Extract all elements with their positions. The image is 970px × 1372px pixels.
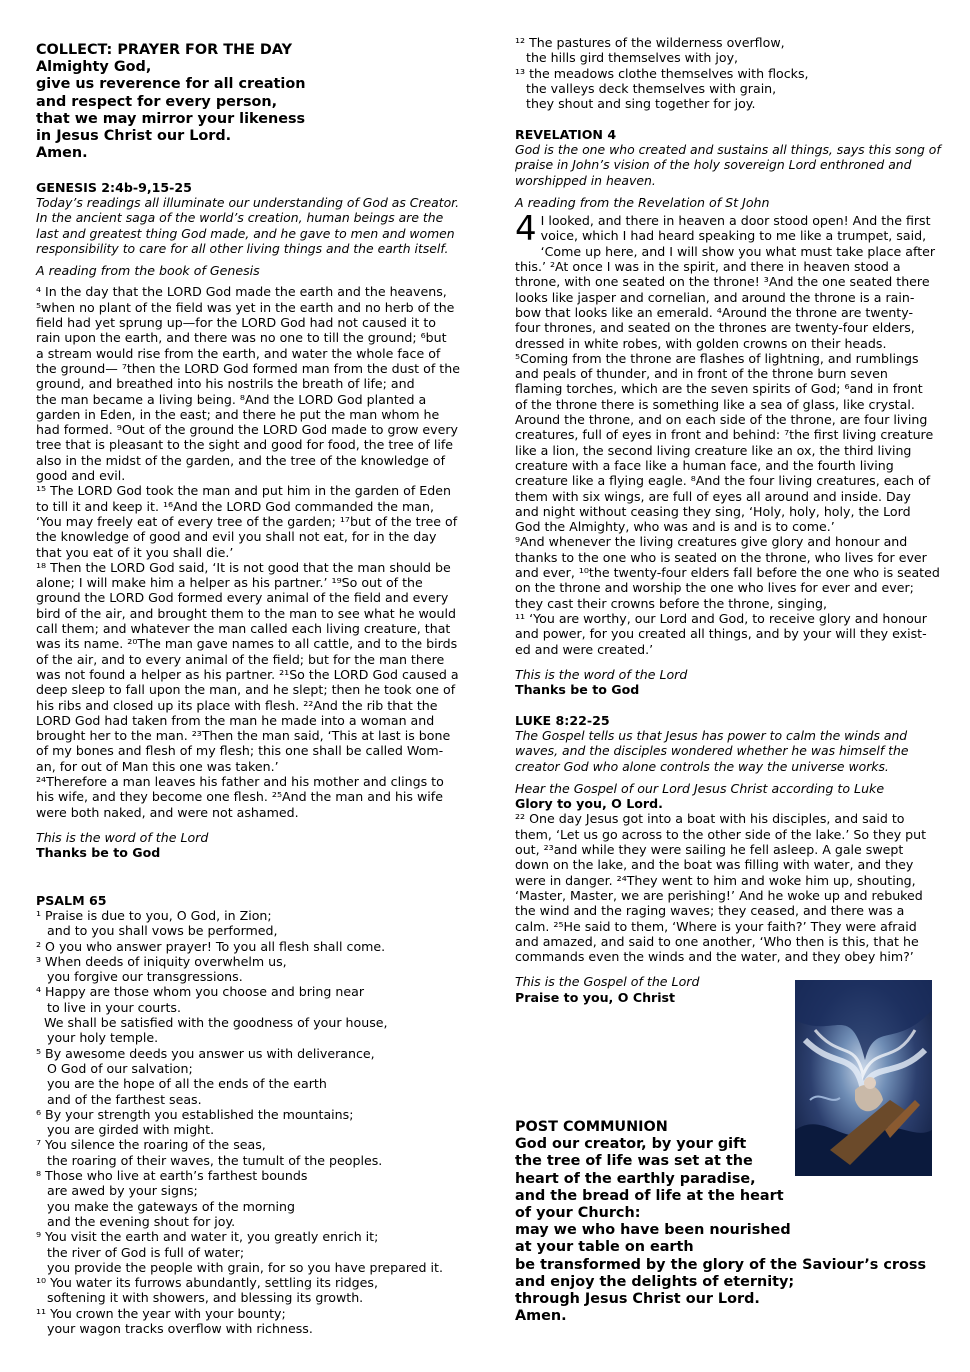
psalm-verse-line: ⁷ You silence the roaring of the seas, — [36, 1137, 266, 1153]
psalm-verse-line: ¹ Praise is due to you, O God, in Zion; — [36, 908, 272, 923]
revelation-line: ‘Come up here, and I will show you what must take place after — [540, 243, 936, 259]
psalm-verse-line: We shall be satisfied with the goodness of your house, — [44, 1015, 388, 1031]
psalm-verse-line: ⁹ You visit the earth and water it, you greatly enrich it; — [36, 1229, 379, 1245]
luke-reading-from: Hear the Gospel of our Lord Jesus Christ according to Luke — [515, 780, 885, 796]
luke-line: were in danger. ²⁴They went to him and woke him up, shouting, — [515, 872, 916, 888]
luke-line: calm. ²⁵He said to them, ‘Where is your faith?’ They were afraid — [515, 918, 917, 934]
psalm-verse-line: your holy temple. — [47, 1030, 159, 1046]
genesis-line: an, for out of Man this one was taken.’ — [36, 758, 279, 774]
collect-line: and respect for every person, — [36, 93, 278, 110]
collect-line: in Jesus Christ our Lord. — [36, 128, 232, 145]
revelation-line: God the Almighty, who was and is and is to come.’ — [515, 519, 835, 535]
revelation-line: dressed in white robes, with golden crowns on their heads. — [515, 335, 887, 351]
storm-boat-painting-icon — [795, 980, 932, 1176]
post-communion-line: through Jesus Christ our Lord. — [515, 1291, 760, 1308]
genesis-line: ‘You may freely eat of every tree of the garden; ¹⁷but of the tree of — [36, 513, 458, 529]
genesis-line: deep sleep to fall upon the man, and he slept; then he took one of — [36, 682, 456, 698]
revelation-text — [515, 209, 941, 657]
genesis-line: his wife, and they become one flesh. ²⁵And the man and his wife — [36, 789, 443, 805]
revelation-intro: God is the one who created and sustains all things, says this song of praise in John’s vision of the holy sovereign Lord enthroned and worshipped in heaven. — [515, 142, 941, 188]
revelation-line: ¹¹ ‘You are worthy, our Lord and God, to receive glory and honour — [515, 610, 927, 626]
genesis-line: also in the midst of the garden, and the tree of the knowledge of — [36, 452, 446, 468]
psalm-verse-line: and of the farthest seas. — [47, 1091, 202, 1107]
psalm-verse-line: and to you shall vows be performed, — [47, 923, 278, 939]
revelation-response: Thanks be to God — [515, 682, 640, 698]
genesis-line: ¹⁵ The LORD God took the man and put him in the garden of Eden — [36, 483, 451, 499]
psalm-verse-line: to live in your courts. — [47, 999, 181, 1015]
revelation-line: I looked, and there in heaven a door stood open! And the first — [540, 213, 931, 229]
psalm-verse-line: the valleys deck themselves with grain, — [526, 80, 777, 96]
post-communion-line: at your table on earth — [515, 1239, 694, 1256]
revelation-line: and peals of thunder, and in front of the throne burn seven — [515, 366, 888, 382]
revelation-line: looks like jasper and cornelian, and around the throne is a rain- — [515, 289, 915, 305]
post-communion-line: of your Church: — [515, 1205, 641, 1222]
psalm-text — [36, 908, 466, 1336]
collect-line: give us reverence for all creation — [36, 76, 306, 93]
psalm-verse-line: you are girded with might. — [47, 1122, 215, 1138]
genesis-line: good and evil. — [36, 468, 126, 484]
psalm-text-continued — [515, 35, 941, 111]
psalm-section — [36, 893, 466, 1336]
luke-line: and amazed, and said to one another, ‘Who then is this, that he — [515, 933, 919, 949]
revelation-heading: REVELATION 4 — [515, 127, 617, 142]
genesis-line: was not found a helper as his partner. ²¹So the LORD God caused a — [36, 666, 459, 682]
revelation-line: four thrones, and seated on the thrones are twenty-four elders, — [515, 320, 915, 336]
genesis-line: alone; I will make him a helper as his partner.’ ¹⁹So out of the — [36, 575, 423, 591]
genesis-line: the man became a living being. ⁸And the LORD God planted a — [36, 391, 427, 407]
revelation-line: voice, which I had heard speaking to me like a trumpet, said, — [540, 228, 927, 244]
psalm-continued — [515, 35, 941, 111]
collect-line: Almighty God, — [36, 59, 152, 76]
revelation-line: them with six wings, are full of eyes all around and inside. Day — [515, 488, 911, 504]
psalm-verse-line: you forgive our transgressions. — [47, 969, 243, 985]
psalm-verse-line: ² O you who answer prayer! To you all flesh shall come. — [36, 938, 386, 954]
luke-line: commands even the winds and the water, and they obey him?’ — [515, 949, 914, 965]
revelation-line: of the throne there is something like a sea of glass, like crystal. — [515, 396, 915, 412]
genesis-line: of my bones and flesh of my flesh; this one shall be called Wom- — [36, 743, 444, 759]
psalm-verse-line: ¹³ the meadows clothe themselves with flocks, — [515, 65, 809, 81]
post-communion-line: and enjoy the delights of eternity; — [515, 1273, 795, 1290]
genesis-line: ²⁴Therefore a man leaves his father and his mother and clings to — [36, 773, 444, 789]
luke-acclamation: Glory to you, O Lord. — [515, 796, 663, 812]
genesis-line: was its name. ²⁰The man gave names to all cattle, and to the birds — [36, 636, 458, 652]
revelation-line: and power, for you created all things, and by your will they exist- — [515, 626, 927, 642]
psalm-verse-line: ⁵ By awesome deeds you answer us with deliverance, — [36, 1045, 375, 1061]
revelation-line: throne, with one seated on the throne! ³And the one seated there — [515, 274, 930, 290]
genesis-line: ⁵when no plant of the field was yet in the earth and no herb of the — [36, 299, 455, 315]
post-communion-line: and the bread of life at the heart — [515, 1187, 784, 1204]
luke-text — [515, 811, 941, 964]
post-communion-line: be transformed by the glory of the Saviour’s cross — [515, 1256, 927, 1273]
psalm-verse-line: the roaring of their waves, the tumult of the peoples. — [47, 1152, 383, 1168]
revelation-reading-from: A reading from the Revelation of St John — [515, 194, 770, 210]
genesis-line: bird of the air, and brought them to the man to see what he would — [36, 605, 456, 621]
genesis-line: brought her to the man. ²³Then the man said, ‘This at last is bone — [36, 728, 451, 744]
genesis-line: ground the LORD God formed every animal of the field and every — [36, 590, 449, 606]
psalm-heading: PSALM 65 — [36, 893, 107, 908]
revelation-line: this.’ ²At once I was in the spirit, and there in heaven stood a — [515, 259, 901, 275]
psalm-verse-line: the river of God is full of water; — [47, 1244, 245, 1260]
genesis-ending: This is the word of the Lord — [36, 829, 209, 845]
luke-heading: LUKE 8:22-25 — [515, 713, 610, 728]
psalm-verse-line: ¹² The pastures of the wilderness overflow, — [515, 35, 785, 50]
psalm-verse-line: O God of our salvation; — [47, 1060, 193, 1076]
collect-section — [36, 42, 466, 162]
post-communion-title: POST COMMUNION — [515, 1119, 668, 1135]
revelation-ending: This is the word of the Lord — [515, 666, 688, 682]
revelation-line: thanks to the one who is seated on the throne, who lives for ever — [515, 549, 927, 565]
genesis-response: Thanks be to God — [36, 845, 161, 861]
genesis-section — [36, 180, 466, 860]
luke-line: ²² One day Jesus got into a boat with his disciples, and said to — [515, 811, 905, 827]
revelation-line: and ever, ¹⁰the twenty-four elders fall before the one who is seated — [515, 565, 940, 581]
post-communion-line: God our creator, by your gift — [515, 1136, 747, 1153]
psalm-verse-line: the hills gird themselves with joy, — [526, 50, 739, 66]
collect-title: COLLECT: PRAYER FOR THE DAY — [36, 42, 293, 58]
genesis-line: tree that is pleasant to the sight and good for food, the tree of life — [36, 437, 454, 453]
luke-line: down on the lake, and the boat was filling with water, and they — [515, 857, 914, 873]
revelation-line: like a lion, the second living creature like an ox, the third living — [515, 442, 912, 458]
psalm-verse-line: ⁸ Those who live at earth’s farthest bounds — [36, 1168, 308, 1184]
genesis-intro: Today’s readings all illuminate our understanding of God as Creator. In the ancient saga of the world’s creation, human beings are the last and greatest thing God made, and he gave to men and women responsibility to care for all other living things and the earth itself. — [36, 195, 460, 256]
revelation-line: ⁵Coming from the throne are flashes of lightning, and rumblings — [515, 350, 919, 366]
genesis-reading-from: A reading from the book of Genesis — [36, 263, 260, 279]
revelation-line: bow that looks like an emerald. ⁴Around the throne are twenty- — [515, 304, 914, 320]
genesis-line: ⁴ In the day that the LORD God made the earth and the heavens, — [36, 284, 447, 300]
psalm-verse-line: and the evening shout for joy. — [47, 1213, 236, 1229]
luke-section — [515, 713, 941, 1005]
psalm-verse-line: ⁶ By your strength you established the mountains; — [36, 1106, 354, 1122]
psalm-verse-line: are awed by your signs; — [47, 1183, 198, 1199]
genesis-line: had formed. ⁹Out of the ground the LORD God made to grow every — [36, 422, 458, 438]
luke-line: ‘Master, Master, we are perishing!’ And he woke up and rebuked — [515, 887, 923, 903]
genesis-text — [36, 284, 466, 819]
post-communion-line: the tree of life was set at the — [515, 1153, 753, 1170]
post-communion-line: may we who have been nourished — [515, 1222, 791, 1239]
luke-line: out, ²³and while they were sailing he fell asleep. A gale swept — [515, 842, 904, 858]
revelation-line: they cast their crowns before the throne, singing, — [515, 595, 827, 611]
genesis-line: ground, and breathed into his nostrils the breath of life; and — [36, 376, 415, 392]
psalm-verse-line: you provide the people with grain, for so you have prepared it. — [47, 1259, 443, 1275]
genesis-line: a stream would rise from the earth, and water the whole face of — [36, 345, 441, 361]
revelation-line: and night without ceasing they sing, ‘Holy, holy, holy, the Lord — [515, 503, 911, 519]
collect-prayer — [36, 59, 466, 162]
genesis-line: the knowledge of good and evil you shall not eat, for in the day — [36, 529, 437, 545]
revelation-line: flaming torches, which are the seven spirits of God; ⁶and in front — [515, 381, 923, 397]
collect-line: that we may mirror your likeness — [36, 110, 306, 127]
genesis-line: to till it and keep it. ¹⁶And the LORD God commanded the man, — [36, 498, 435, 514]
psalm-verse-line: you are the hope of all the ends of the earth — [47, 1076, 327, 1092]
genesis-line: garden in Eden, in the east; and there he put the man whom he — [36, 406, 440, 422]
genesis-line: were both naked, and were not ashamed. — [36, 804, 299, 820]
genesis-line: field had yet sprung up—for the LORD God had not caused it to — [36, 315, 436, 331]
revelation-section — [515, 127, 941, 697]
post-communion-line: Amen. — [515, 1308, 567, 1325]
psalm-verse-line: they shout and sing together for joy. — [526, 96, 756, 112]
genesis-line: the ground— ⁷then the LORD God formed man from the dust of the — [36, 360, 460, 376]
psalm-verse-line: ⁴ Happy are those whom you choose and bring near — [36, 984, 364, 1000]
genesis-line: of the air, and to every animal of the field; but for the man there — [36, 651, 445, 667]
revelation-line: on the throne and worship the one who lives for ever and ever; — [515, 580, 914, 596]
genesis-line: ¹⁸ Then the LORD God said, ‘It is not good that the man should be — [36, 559, 451, 575]
genesis-line: LORD God had taken from the man he made into a woman and — [36, 712, 435, 728]
revelation-line: Around the throne, and on each side of the throne, are four living — [515, 412, 928, 428]
psalm-verse-line: ¹⁰ You water its furrows abundantly, settling its ridges, — [36, 1275, 378, 1291]
luke-line: them, ‘Let us go across to the other side of the lake.’ So they put — [515, 826, 927, 842]
revelation-line: creatures, full of eyes in front and behind: ⁷the first living creature — [515, 427, 934, 443]
luke-ending: This is the Gospel of the Lord — [515, 974, 700, 990]
genesis-line: his ribs and closed up its place with flesh. ²²And the rib that the — [36, 697, 438, 713]
revelation-dropcap: 4 — [515, 209, 537, 250]
revelation-line: creature with a face like a human face, and the fourth living — [515, 457, 894, 473]
luke-response: Praise to you, O Christ — [515, 989, 676, 1005]
post-communion-line: heart of the earthly paradise, — [515, 1170, 756, 1187]
genesis-heading: GENESIS 2:4b-9,15-25 — [36, 180, 192, 195]
psalm-verse-line: softening it with showers, and blessing its growth. — [47, 1290, 364, 1306]
luke-line: the wind and the raging waves; they ceased, and there was a — [515, 903, 905, 919]
genesis-line: that you eat of it you shall die.’ — [36, 544, 234, 560]
collect-line: Amen. — [36, 145, 88, 162]
genesis-line: rain upon the earth, and there was no one to till the ground; ⁶but — [36, 330, 447, 346]
genesis-line: call them; and whatever the man called each living creature, that — [36, 621, 451, 637]
luke-intro: The Gospel tells us that Jesus has power to calm the winds and waves, and the disciples wondered whether he was himself the creator God who alone controls the way the universe works. — [515, 728, 909, 774]
revelation-line: ⁹And whenever the living creatures give glory and honour and — [515, 534, 908, 550]
psalm-verse-line: ³ When deeds of iniquity overwhelm us, — [36, 953, 287, 969]
psalm-verse-line: ¹¹ You crown the year with your bounty; — [36, 1305, 286, 1321]
revelation-line: creature like a flying eagle. ⁸And the four living creatures, each of — [515, 473, 931, 489]
psalm-verse-line: your wagon tracks overflow with richness. — [47, 1321, 313, 1337]
psalm-verse-line: you make the gateways of the morning — [47, 1198, 296, 1214]
revelation-line: ed and were created.’ — [515, 641, 654, 657]
